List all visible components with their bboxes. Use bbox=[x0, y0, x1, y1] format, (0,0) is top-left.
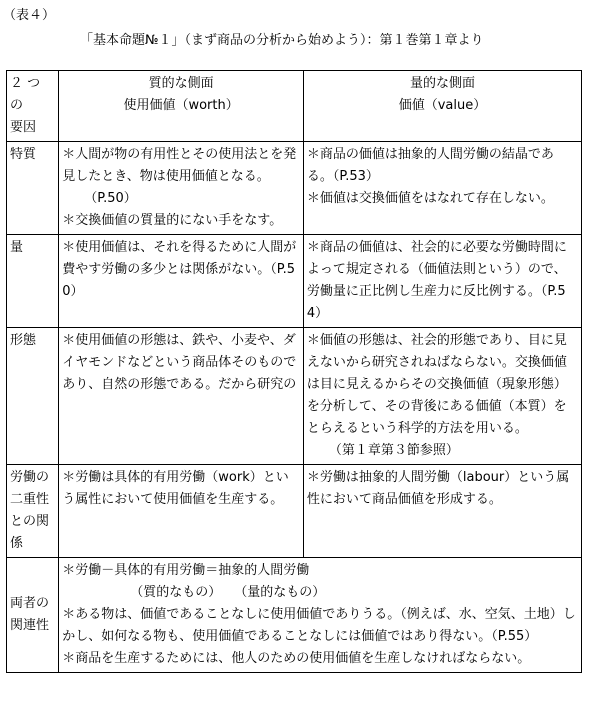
relationship-cell bbox=[59, 558, 582, 673]
row-relationship bbox=[7, 558, 582, 673]
use-value-cell bbox=[59, 235, 304, 328]
cell-text: ＊労働は具体的有用労働（work）という属性において使用価値を生産する。 bbox=[62, 470, 289, 507]
cell-text: ＊交換価値の質量的にない手をなす。 bbox=[62, 213, 283, 228]
value-cell bbox=[303, 235, 581, 328]
cell-text: ＊使用価値は、それを得るために人間が費やす労働の多少とは関係がない。（P.50） bbox=[62, 240, 297, 299]
header-quantitative-line-2: 価値（value） bbox=[398, 98, 487, 113]
use-value-cell bbox=[59, 142, 304, 235]
use-value-cell bbox=[59, 465, 304, 558]
row-label: 労働の二重性との関係 bbox=[7, 465, 59, 558]
row-label: 量 bbox=[7, 235, 59, 328]
cell-text: ＊労働は抽象的人間労働（labour）という属性において商品価値を形成する。 bbox=[306, 470, 570, 507]
cell-text: ＊人間が物の有用性とその使用法とを発見したとき、物は使用価値となる。 bbox=[62, 147, 297, 184]
row-label: 形態 bbox=[7, 328, 59, 465]
header-factor-line-1: ２ つ の bbox=[10, 76, 41, 113]
row-labor-duality bbox=[7, 465, 582, 558]
value-cell bbox=[303, 465, 581, 558]
row-form bbox=[7, 328, 582, 465]
cell-text: ＊商品の価値は抽象的人間労働の結晶である。（P.53） bbox=[306, 147, 554, 184]
cell-text: （P.50） bbox=[84, 191, 137, 206]
cell-text: （質的なもの） （量的なもの） bbox=[130, 585, 326, 600]
use-value-cell bbox=[59, 328, 304, 465]
cell-text: ＊商品を生産するためには、他人のための使用価値を生産しなければならない。 bbox=[62, 651, 531, 666]
cell-text: ＊価値の形態は、社会的形態であり、目に見えないから研究されねばならない。交換価値は目に見えるからその交換価値（現象形態）を分析して、その背後にある価値（本質）をとらえるという科学的方法を用いる。 bbox=[306, 333, 567, 436]
header-qualitative-line-2: 使用価値（worth） bbox=[123, 98, 239, 113]
document-title: 「基本命題№１」（まず商品の分析から始めよう）：第１巻第１章より bbox=[80, 33, 484, 48]
header-factor-cell bbox=[7, 71, 59, 142]
cell-text: ＊商品の価値は、社会的に必要な労働時間によって規定される（価値法則という）ので、労働量に正比例し生産力に反比例する。（P.54） bbox=[306, 240, 567, 321]
value-cell bbox=[303, 142, 581, 235]
row-quantity bbox=[7, 235, 582, 328]
row-label: 特質 bbox=[7, 142, 59, 235]
value-cell bbox=[303, 328, 581, 465]
row-label: 両者の関連性 bbox=[7, 558, 59, 673]
cell-text: ＊労働－具体的有用労働＝抽象的人間労働 bbox=[62, 563, 310, 578]
header-row bbox=[7, 71, 582, 142]
cell-text: ＊価値は交換価値をはなれて存在しない。 bbox=[306, 191, 554, 206]
row-characteristics bbox=[7, 142, 582, 235]
cell-text: （第１章第３節参照） bbox=[328, 443, 459, 458]
table-label: （表４） bbox=[3, 8, 56, 23]
header-quantitative-line-1: 量的な側面 bbox=[409, 76, 475, 91]
cell-text: ＊ある物は、価値であることなしに使用価値でありうる。（例えば、水、空気、土地）しかし、如何なる物も、使用価値であることなしには価値ではあり得ない。（P.55） bbox=[62, 607, 576, 644]
header-quantitative-cell bbox=[303, 71, 581, 142]
cell-text: ＊使用価値の形態は、鉄や、小麦や、ダイヤモンドなどという商品体そのものであり、自然の形態である。だから研究の bbox=[62, 333, 297, 392]
comparison-table bbox=[6, 70, 582, 673]
header-qualitative-cell bbox=[59, 71, 304, 142]
header-qualitative-line-1: 質的な側面 bbox=[148, 76, 214, 91]
header-factor-line-2: 要因 bbox=[10, 120, 37, 135]
